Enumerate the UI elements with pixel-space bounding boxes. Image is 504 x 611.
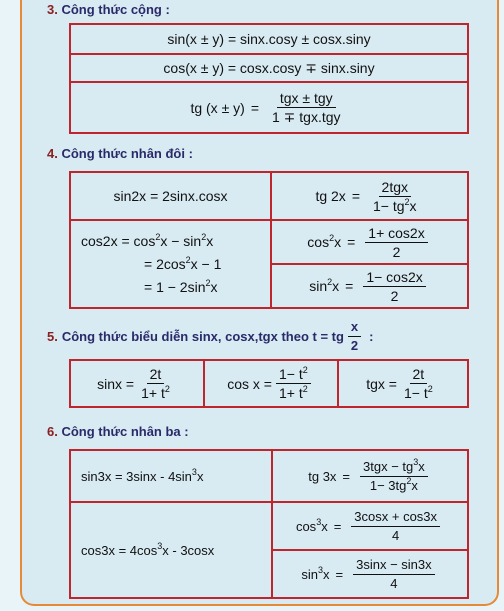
numerator: x [348, 319, 361, 337]
exponent: 2 [427, 384, 433, 394]
formula-text: sin2x = 2sinx.cosx [113, 188, 228, 204]
section-number: 6. [47, 424, 58, 439]
equals-sign: = [347, 234, 356, 250]
denominator [401, 384, 436, 401]
text: x - 3cosx [162, 542, 215, 558]
section-6-heading [47, 424, 189, 439]
numerator: 3sinx − sin3x [353, 557, 435, 575]
equals-sign: = [351, 188, 360, 204]
sin-squared-formula [271, 264, 468, 308]
cos-squared-formula [271, 220, 468, 264]
numerator [276, 366, 311, 384]
section-number: 4. [47, 146, 58, 161]
text: sin [309, 278, 328, 294]
text: x [210, 278, 218, 295]
formula-lhs: tgx = [366, 375, 397, 392]
fraction [365, 225, 427, 260]
numerator: 3cosx + cos3x [351, 509, 440, 527]
exponent: 2 [327, 277, 333, 287]
equals-sign: = [333, 518, 342, 534]
fraction [360, 456, 428, 494]
text: 1+ t [141, 385, 165, 401]
denominator: 2 [350, 338, 359, 353]
exponent: 2 [302, 365, 308, 375]
exponent: 3 [316, 516, 322, 527]
denominator: 2 [392, 243, 401, 260]
fraction [370, 179, 420, 214]
text: x [418, 458, 425, 474]
double-angle-table [69, 171, 469, 309]
equals-sign: = [335, 566, 344, 582]
denominator: 2 [390, 287, 399, 304]
equals-sign: = [345, 278, 354, 294]
text: 1− tg [373, 197, 405, 214]
denominator [276, 384, 311, 401]
cos-sum-formula [70, 54, 468, 82]
numerator: 2tgx [379, 179, 411, 197]
text: x [411, 477, 418, 493]
text: x [409, 197, 417, 214]
denominator [367, 477, 421, 494]
section-4-heading [47, 146, 193, 161]
cosx-t-formula [204, 360, 338, 407]
exponent: 2 [302, 384, 308, 394]
tg-sum-formula [70, 82, 468, 133]
text: = 1 − 2sin [144, 278, 206, 295]
cos2x-line-1 [81, 230, 270, 253]
text: x [332, 278, 340, 294]
denominator: 4 [390, 575, 398, 591]
denominator: 4 [392, 527, 400, 543]
text: sin3x = 3sinx - 4sin [81, 468, 192, 484]
exponent: 2 [201, 231, 207, 242]
numerator [360, 456, 428, 477]
numerator: 1− cos2x [363, 269, 425, 287]
equals-sign: = [250, 99, 259, 116]
numerator: 1+ cos2x [365, 225, 427, 243]
cos2x-line-3 [81, 276, 270, 299]
formula-text: cos(x ± y) = cosx.cosy ∓ sinx.siny [163, 59, 375, 76]
fraction [353, 557, 435, 592]
addition-formula-table [69, 23, 469, 134]
heading-colon: : [369, 329, 374, 344]
text: sin [301, 566, 318, 582]
fraction [138, 366, 173, 401]
text: 1+ t [278, 385, 303, 401]
exponent: 3 [413, 456, 419, 467]
numerator: tgx ± tgy [277, 90, 336, 108]
exponent: 2 [155, 231, 161, 242]
exponent: 2 [404, 196, 410, 207]
formula-lhs: tg 2x [315, 188, 346, 204]
triple-angle-table [69, 449, 469, 599]
cos2x-formula [70, 220, 271, 308]
fraction [401, 366, 436, 401]
exponent: 2 [185, 254, 191, 265]
formula-lhs: tg (x ± y) [190, 99, 245, 116]
text: x [321, 518, 328, 534]
cos3x-formula [70, 502, 272, 598]
section-title: Công thức nhân ba : [61, 424, 189, 439]
exponent: 3 [318, 564, 324, 575]
exponent: 2 [406, 475, 412, 486]
text: cos2x = cos [81, 232, 156, 249]
exponent: 3 [191, 466, 197, 477]
section-3-heading [47, 2, 170, 17]
section-5-heading [47, 319, 374, 354]
fraction [363, 269, 425, 304]
numerator: 2t [147, 366, 165, 384]
text: x − 1 [190, 255, 222, 272]
formula-text: sin(x ± y) = sinx.cosy ± cosx.siny [167, 31, 371, 47]
exponent: 2 [205, 277, 211, 288]
cos2x-line-2 [81, 253, 270, 276]
text: cos [307, 234, 330, 250]
formula-lhs: cos x = [227, 375, 272, 392]
exponent: 3 [157, 540, 163, 551]
formula-lhs [301, 564, 330, 582]
sin-sum-formula [70, 24, 468, 54]
formula-lhs: tg 3x [308, 468, 337, 484]
text: = 2cos [144, 255, 186, 272]
text: 1− t [403, 385, 428, 401]
tg3x-formula [272, 450, 468, 502]
exponent: 2 [329, 233, 335, 243]
fraction [276, 366, 311, 401]
sin3x-formula [70, 450, 272, 502]
section-number: 5. [47, 329, 58, 344]
formula-lhs: sinx = [97, 375, 135, 392]
t-substitution-table [69, 359, 469, 408]
formula-lhs [307, 234, 341, 250]
section-title: Công thức nhân đôi : [61, 146, 193, 161]
fraction [269, 90, 344, 125]
text: 1− 3tg [369, 477, 407, 493]
text: 1− t [278, 366, 303, 382]
equals-sign: = [342, 468, 351, 484]
section-title: Công thức biểu diễn sinx, cosx,tgx theo t = tg [61, 329, 344, 344]
text: 3tgx − tg [363, 458, 414, 474]
text: cos [295, 518, 317, 534]
text: cos3x = 4cos [81, 542, 158, 558]
text: x − sin [160, 232, 202, 249]
sin-cubed-formula [272, 550, 468, 598]
denominator [370, 197, 420, 214]
formula-lhs [295, 516, 328, 534]
section-title: Công thức cộng : [61, 2, 170, 17]
formula-lhs [309, 278, 339, 294]
text: x [206, 232, 214, 249]
exponent: 2 [164, 384, 170, 394]
heading-fraction [348, 319, 361, 354]
text: x [334, 234, 342, 250]
tgx-t-formula [338, 360, 468, 407]
section-number: 3. [47, 2, 58, 17]
numerator: 2t [410, 366, 428, 384]
denominator [138, 384, 173, 401]
tg2x-formula [271, 172, 468, 220]
fraction [351, 509, 440, 544]
denominator: 1 ∓ tgx.tgy [272, 109, 341, 125]
sin2x-formula [70, 172, 271, 220]
cos-cubed-formula [272, 502, 468, 550]
text: x [323, 566, 330, 582]
text: x [196, 468, 204, 484]
sinx-t-formula [70, 360, 204, 407]
